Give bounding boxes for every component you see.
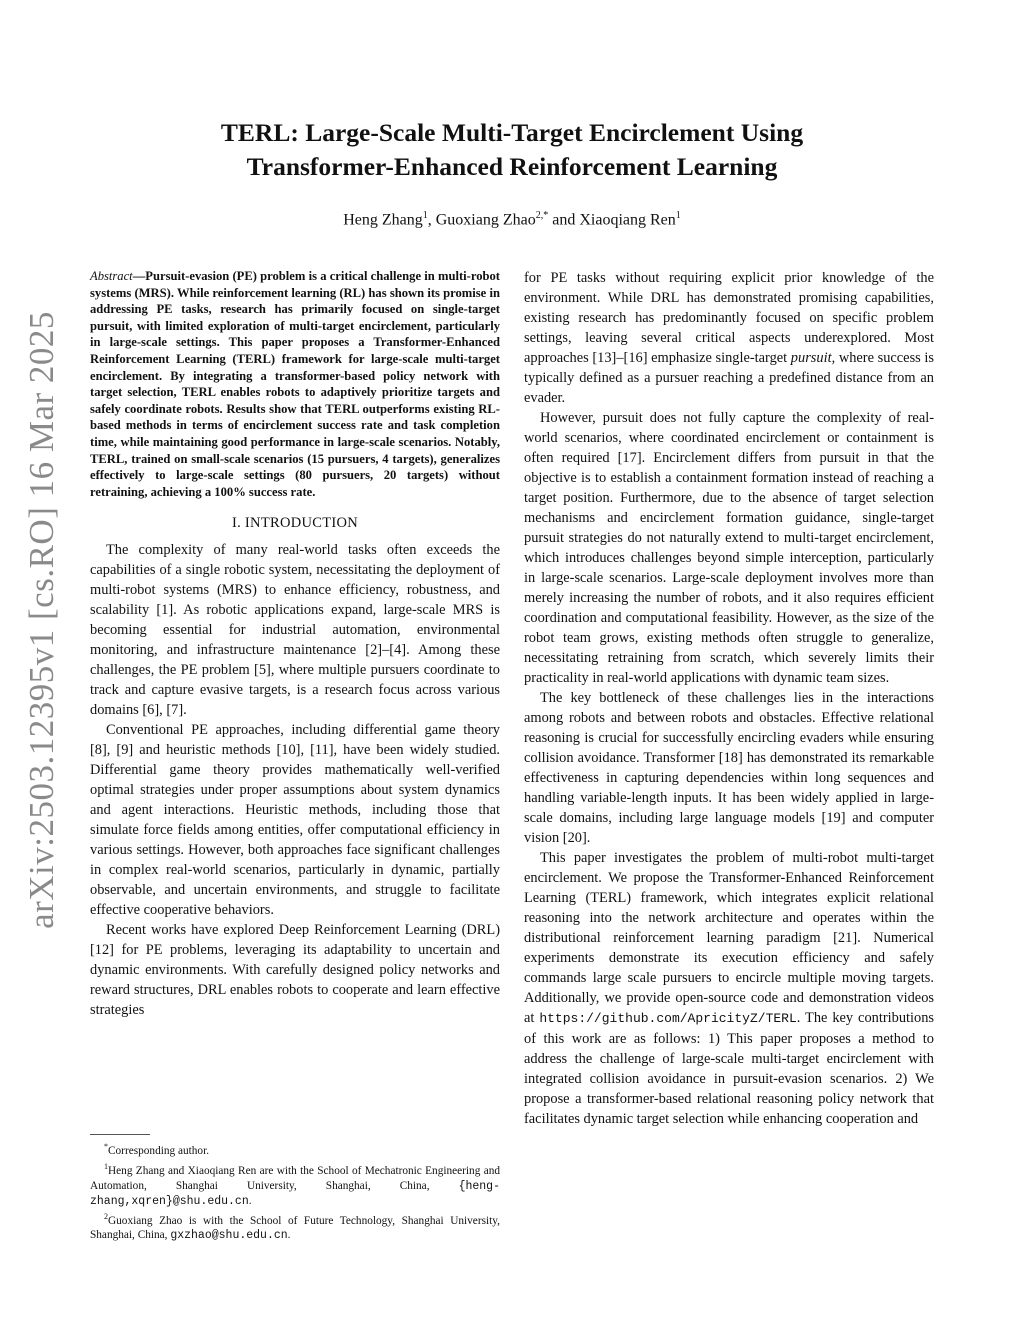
author-list bbox=[90, 210, 934, 229]
abstract bbox=[90, 268, 500, 500]
author-3: Xiaoqiang Ren bbox=[579, 211, 676, 229]
author-2-affil: 2,* bbox=[535, 210, 549, 221]
author-1-affil: 1 bbox=[422, 210, 428, 221]
arxiv-stamp bbox=[20, 290, 64, 950]
author-2: Guoxiang Zhao bbox=[435, 211, 536, 229]
abstract-dash: — bbox=[132, 269, 146, 283]
github-link[interactable]: https://github.com/ApricityZ/TERL bbox=[539, 1011, 797, 1026]
arxiv-id-text: arXiv:2503.12395v1 [cs.RO] 16 Mar 2025 bbox=[22, 311, 61, 929]
footnote-2-end: . bbox=[287, 1229, 291, 1242]
intro-paragraph-4 bbox=[524, 268, 934, 408]
footnote-corresponding-mark: * bbox=[104, 1142, 108, 1151]
footnote-1-mark: 1 bbox=[104, 1161, 108, 1171]
intro-paragraph-3: Recent works have explored Deep Reinforcement Learning (DRL) [12] for PE problems, leveraging its adaptability to uncertain and dynamic environments. With carefully designed policy networks and reward structures, DRL enables robots to cooperate and learn effective strategies bbox=[90, 922, 500, 1019]
right-column bbox=[524, 268, 934, 1129]
title-line-2: Transformer-Enhanced Reinforcement Learning bbox=[246, 152, 778, 181]
abstract-label: Abstract bbox=[90, 269, 133, 283]
footnote-corresponding bbox=[90, 1139, 500, 1159]
abstract-text: Pursuit-evasion (PE) problem is a critical challenge in multi-robot systems (MRS). While reinforcement learning (RL) has shown its promise in addressing PE tasks, research has primarily focused on single-target pursuit, with limited exploration of multi-target encirclement, particularly in large-scale settings. This paper proposes a Transformer-Enhanced Reinforcement Learning (TERL) framework for large-scale multi-target encirclement. By integrating a transformer-based policy network with target selection, TERL enables robots to adaptively prioritize targets and safely coordinate robots. Results show that TERL outperforms existing RL-based methods in terms of encirclement success rate and task completion time, while maintaining good performance in large-scale scenarios. Notably, TERL, trained on small-scale scenarios (15 pursuers, 4 targets), generalizes effectively to large-scale settings (80 pursuers, 20 targets) without retraining, achieving a 100% success rate. bbox=[90, 269, 500, 499]
author-1: Heng Zhang bbox=[343, 211, 423, 229]
footnote-corresponding-text: Corresponding author. bbox=[108, 1144, 210, 1157]
intro-paragraph-5: However, pursuit does not fully capture the complexity of real-world scenarios, where coordinated encirclement or containment is often required [17]. Encirclement differs from pursuit in that the objective is to establish a containment formation instead of reaching a target position. Furthermore, due to the absence of target selection mechanisms and encirclement formation guidance, single-target pursuit strategies do not naturally extend to multi-target encirclement, which introduces challenges beyond simple interception, particularly in large-scale scenarios. Large-scale deployment involves more than merely increasing the number of robots, and it also requires efficient coordination and computational feasibility. However, as the size of the robot team grows, existing methods often struggle to generalize, necessitating retraining from scratch, which severely limits their practicality in real-world applications with dynamic team sizes. bbox=[524, 410, 934, 686]
paper-title bbox=[90, 116, 934, 184]
author-sep-2: and bbox=[548, 211, 580, 229]
intro-paragraph-4-a: for PE tasks without requiring explicit prior knowledge of the environment. While DRL has demonstrated promising capabilities, existing research has predominantly focused on specific problem settings, leaving several critical aspects underexplored. Most approaches [13]–[16] emphasize single-target bbox=[524, 270, 934, 366]
intro-paragraph-1: The complexity of many real-world tasks often exceeds the capabilities of a single robotic system, necessitating the deployment of multi-robot systems (MRS) to enhance efficiency, robustness, and scalability [1]. As robotic applications expand, large-scale MRS is becoming essential for industrial automation, environmental monitoring, and infrastructure maintenance [2]–[4]. Among these challenges, the PE problem [5], where multiple pursuers coordinate to track and capture evasive targets, is a research focus across various domains [6], [7]. bbox=[90, 542, 500, 719]
intro-paragraph-6: The key bottleneck of these challenges lies in the interactions among robots and between robots and obstacles. Effective relational reasoning is crucial for successfully encircling evaders while ensuring collision avoidance. Transformer [18] has demonstrated its remarkable effectiveness in capturing dependencies within long sequences and handling variable-length inputs. It has been widely applied in large-scale domains, including large language models [19] and computer vision [20]. bbox=[524, 690, 934, 846]
footnote-1 bbox=[90, 1159, 500, 1209]
title-line-1: TERL: Large-Scale Multi-Target Encirclement Using bbox=[220, 118, 804, 147]
footnote-rule bbox=[90, 1134, 150, 1135]
footnote-1-end: . bbox=[248, 1194, 252, 1207]
footnote-2 bbox=[90, 1209, 500, 1244]
footnote-2-mark: 2 bbox=[104, 1211, 108, 1221]
intro-paragraph-2: Conventional PE approaches, including differential game theory [8], [9] and heuristic methods [10], [11], have been widely studied. Differential game theory provides mathematically well-verified optimal strategies under proper assumptions about system dynamics and agent interactions. Heuristic methods, including those that simulate force fields among entities, offer computational efficiency in various settings. However, both approaches face significant challenges in complex real-world scenarios, particularly in dynamic, partially observable, and uncertain environments, and struggle to facilitate effective cooperative behaviors. bbox=[90, 722, 500, 919]
footnote-2-text: Guoxiang Zhao is with the School of Future Technology, Shanghai University, Shanghai, China, bbox=[90, 1214, 500, 1242]
section-heading-introduction: I. INTRODUCTION bbox=[231, 515, 359, 532]
left-column bbox=[90, 268, 500, 1020]
footnote-1-email[interactable]: {heng-zhang,xqren}@shu.edu.cn bbox=[90, 1179, 500, 1208]
footnotes bbox=[90, 1134, 500, 1243]
intro-paragraph-7 bbox=[524, 848, 934, 1129]
intro-paragraph-7-a: This paper investigates the problem of multi-robot multi-target encirclement. We propose the Transformer-Enhanced Reinforcement Learning (TERL) framework, which integrates explicit relational reasoning into the network architecture and operates within the distributional reinforcement learning paradigm [21]. Numerical experiments demonstrate its execution efficiency and safely commands large scale pursuers to encircle multiple moving targets. Additionally, we provide open-source code and demonstration videos at bbox=[524, 850, 934, 1026]
pursuit-emphasis: pursuit bbox=[790, 350, 832, 366]
footnote-2-email[interactable]: gxzhao@shu.edu.cn bbox=[170, 1229, 288, 1243]
author-sep-1: , bbox=[427, 211, 436, 229]
intro-paragraph-7-b: . The key contributions of this work are as follows: 1) This paper proposes a method to address the challenge of large-scale multi-target encirclement with integrated collision avoidance in pursuit-evasion scenarios. 2) We propose a transformer-based relational reasoning policy network that facilitates dynamic target selection while enhancing cooperation and bbox=[524, 1010, 935, 1127]
author-3-affil: 1 bbox=[675, 210, 681, 221]
footnote-1-text: Heng Zhang and Xiaoqiang Ren are with the School of Mechatronic Engineering and Automation, Shanghai University, Shanghai, China, bbox=[90, 1164, 500, 1192]
intro-paragraph-4-b: , where success is typically defined as a pursuer reaching a predefined distance from an evader. bbox=[524, 350, 934, 406]
